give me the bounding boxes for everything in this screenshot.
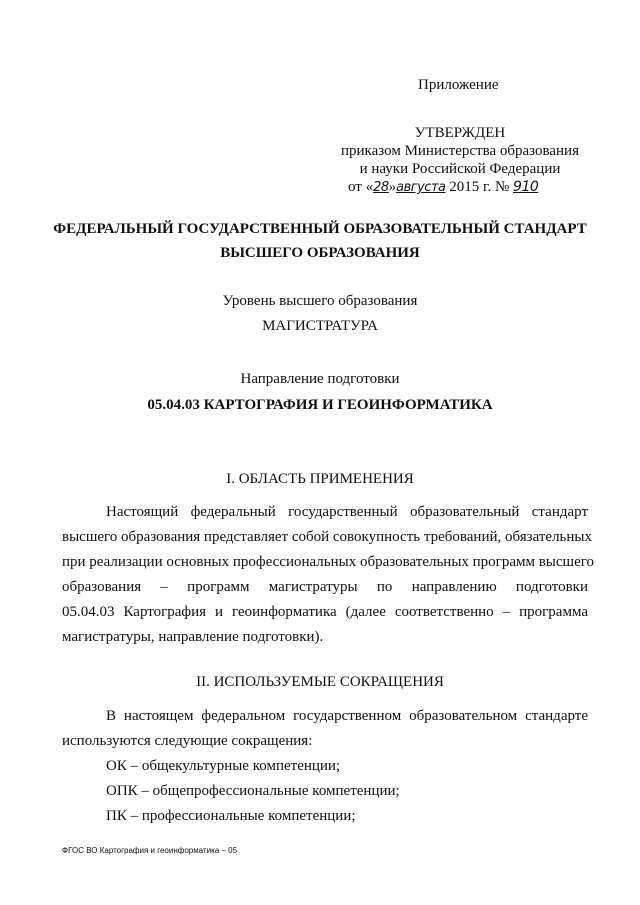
date-year: 2015 г. № (445, 179, 510, 195)
date-day-handwritten: 28 (373, 180, 389, 195)
section-1-line: магистратуры, направление подготовки). (62, 629, 324, 645)
page-footer: ФГОС ВО Картография и геоинформатика – 05 (62, 846, 238, 855)
date-prefix: от « (348, 179, 374, 195)
date-mid: » (388, 179, 397, 195)
direction-label: Направление подготовки (240, 371, 400, 387)
section-1-line: образования – программ магистратуры по направлению подготовки (62, 579, 588, 595)
abbreviation-item: ОПК – общепрофессиональные компетенции; (106, 783, 400, 799)
order-line-1: приказом Министерства образования (341, 143, 579, 159)
document-title-line-2: ВЫСШЕГО ОБРАЗОВАНИЯ (220, 245, 420, 261)
education-level-value: МАГИСТРАТУРА (262, 318, 378, 334)
document-title-line-1: ФЕДЕРАЛЬНЫЙ ГОСУДАРСТВЕННЫЙ ОБРАЗОВАТЕЛЬНЫЙ СТАНДАРТ (53, 221, 587, 237)
approved-label: УТВЕРЖДЕН (414, 125, 506, 141)
order-date-line (348, 178, 538, 197)
section-1-line: высшего образования представляет собой совокупность требований, обязательных (62, 529, 592, 545)
section-2-intro-line: В настоящем федеральном государственном образовательном стандарте (106, 708, 588, 724)
section-1-line: 05.04.03 Картография и геоинформатика (далее соответственно – программа (62, 604, 588, 620)
appendix-label: Приложение (418, 77, 499, 93)
order-line-2: и науки Российской Федерации (359, 161, 561, 177)
section-2-intro-line: используются следующие сокращения: (62, 733, 313, 749)
direction-value: 05.04.03 КАРТОГРАФИЯ И ГЕОИНФОРМАТИКА (147, 397, 493, 413)
education-level-label: Уровень высшего образования (222, 293, 418, 309)
order-number-handwritten: 910 (513, 179, 539, 195)
section-2-heading: II. ИСПОЛЬЗУЕМЫЕ СОКРАЩЕНИЯ (196, 674, 444, 690)
date-month-handwritten: августа (396, 180, 446, 195)
abbreviation-item: ПК – профессиональные компетенции; (106, 808, 356, 824)
section-1-line: при реализации основных профессиональных образовательных программ высшего (62, 554, 595, 570)
abbreviation-item: ОК – общекультурные компетенции; (106, 758, 341, 774)
section-1-heading: I. ОБЛАСТЬ ПРИМЕНЕНИЯ (226, 471, 414, 487)
section-1-line: Настоящий федеральный государственный образовательный стандарт (106, 504, 588, 520)
